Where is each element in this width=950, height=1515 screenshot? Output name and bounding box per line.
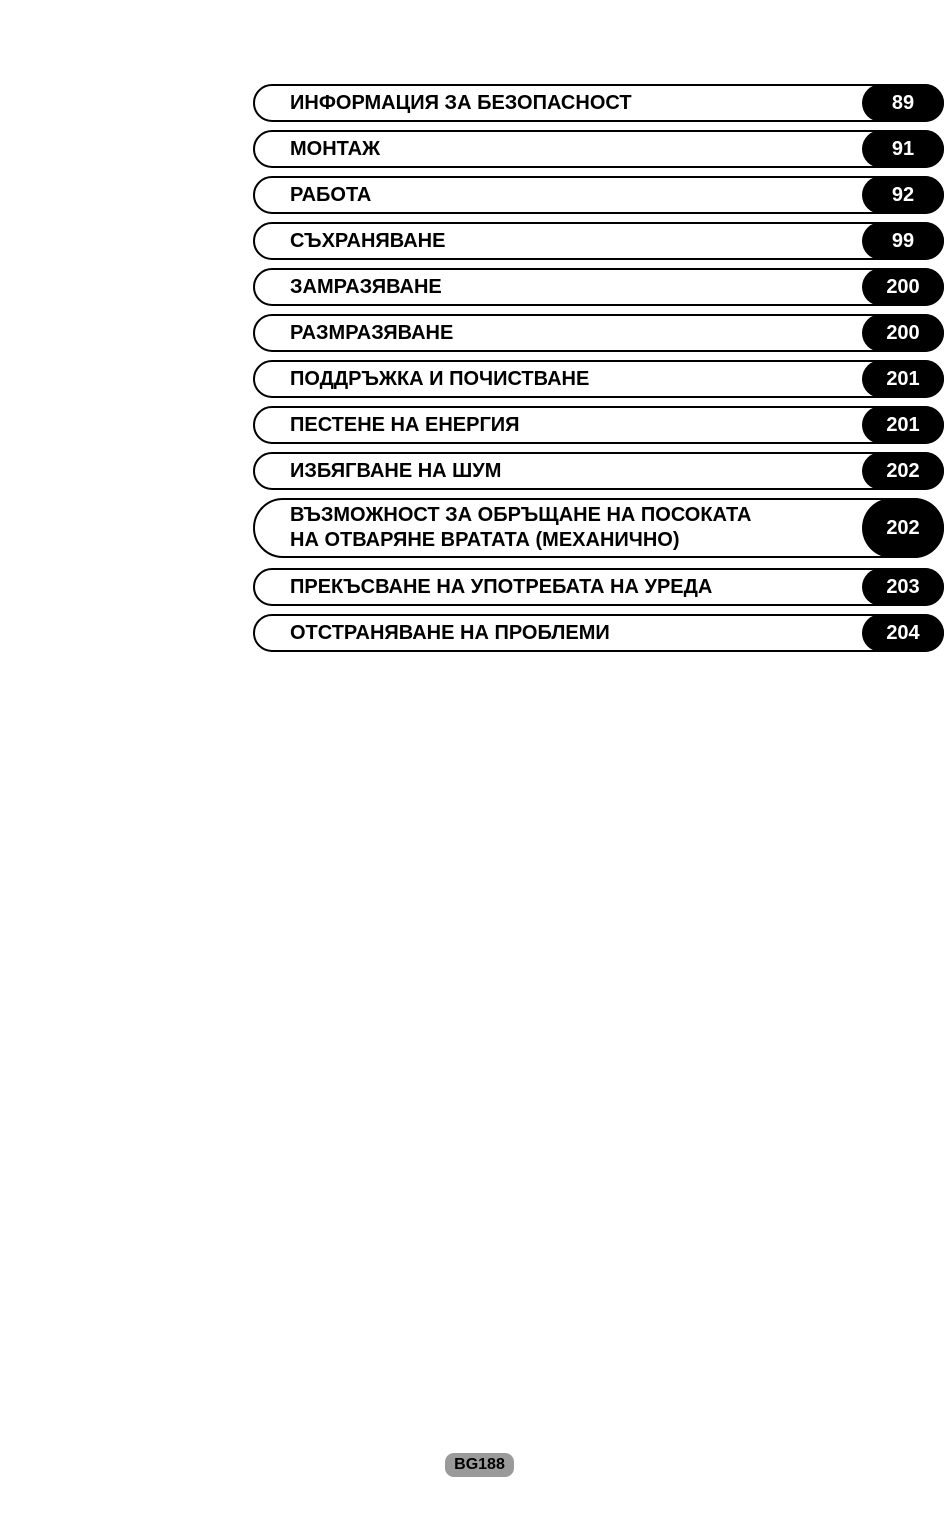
toc-page-number: 89 xyxy=(862,84,944,122)
toc-label: МОНТАЖ xyxy=(290,137,381,160)
toc-row[interactable] xyxy=(253,222,944,260)
toc-row[interactable] xyxy=(253,130,944,168)
toc-page-number: 201 xyxy=(862,360,944,398)
toc-row[interactable] xyxy=(253,314,944,352)
toc-label: СЪХРАНЯВАНЕ xyxy=(290,229,446,252)
toc-label: ИЗБЯГВАНЕ НА ШУМ xyxy=(290,459,502,482)
toc-page-number: 204 xyxy=(862,614,944,652)
toc-row[interactable] xyxy=(253,176,944,214)
toc-page-number: 202 xyxy=(862,498,944,558)
toc-label: ПОДДРЪЖКА И ПОЧИСТВАНЕ xyxy=(290,367,590,390)
toc-page-number: 200 xyxy=(862,314,944,352)
toc-label: ОТСТРАНЯВАНЕ НА ПРОБЛЕМИ xyxy=(290,621,610,644)
page-code-badge: BG188 xyxy=(445,1453,514,1477)
toc-label: ИНФОРМАЦИЯ ЗА БЕЗОПАСНОСТ xyxy=(290,91,632,114)
toc-label: ПРЕКЪСВАНЕ НА УПОТРЕБАТА НА УРЕДА xyxy=(290,575,713,598)
toc-row[interactable] xyxy=(253,84,944,122)
toc-label: ПЕСТЕНЕ НА ЕНЕРГИЯ xyxy=(290,413,520,436)
toc-row[interactable] xyxy=(253,568,944,606)
toc-row[interactable] xyxy=(253,360,944,398)
toc-page-number: 92 xyxy=(862,176,944,214)
toc-page-number: 203 xyxy=(862,568,944,606)
toc-row[interactable] xyxy=(253,614,944,652)
toc-page-number: 201 xyxy=(862,406,944,444)
toc-label: ВЪЗМОЖНОСТ ЗА ОБРЪЩАНЕ НА ПОСОКАТА НА ОТВАРЯНЕ ВРАТАТА (МЕХАНИЧНО) xyxy=(290,504,752,551)
toc-page-number: 200 xyxy=(862,268,944,306)
toc-page-number: 202 xyxy=(862,452,944,490)
toc-row[interactable] xyxy=(253,268,944,306)
toc-label: РАБОТА xyxy=(290,183,372,206)
table-of-contents xyxy=(253,84,944,660)
toc-row[interactable] xyxy=(253,406,944,444)
toc-page-number: 91 xyxy=(862,130,944,168)
toc-page-number: 99 xyxy=(862,222,944,260)
toc-label: ЗАМРАЗЯВАНЕ xyxy=(290,275,442,298)
toc-row[interactable] xyxy=(253,498,944,558)
toc-label: РАЗМРАЗЯВАНЕ xyxy=(290,321,454,344)
toc-row[interactable] xyxy=(253,452,944,490)
